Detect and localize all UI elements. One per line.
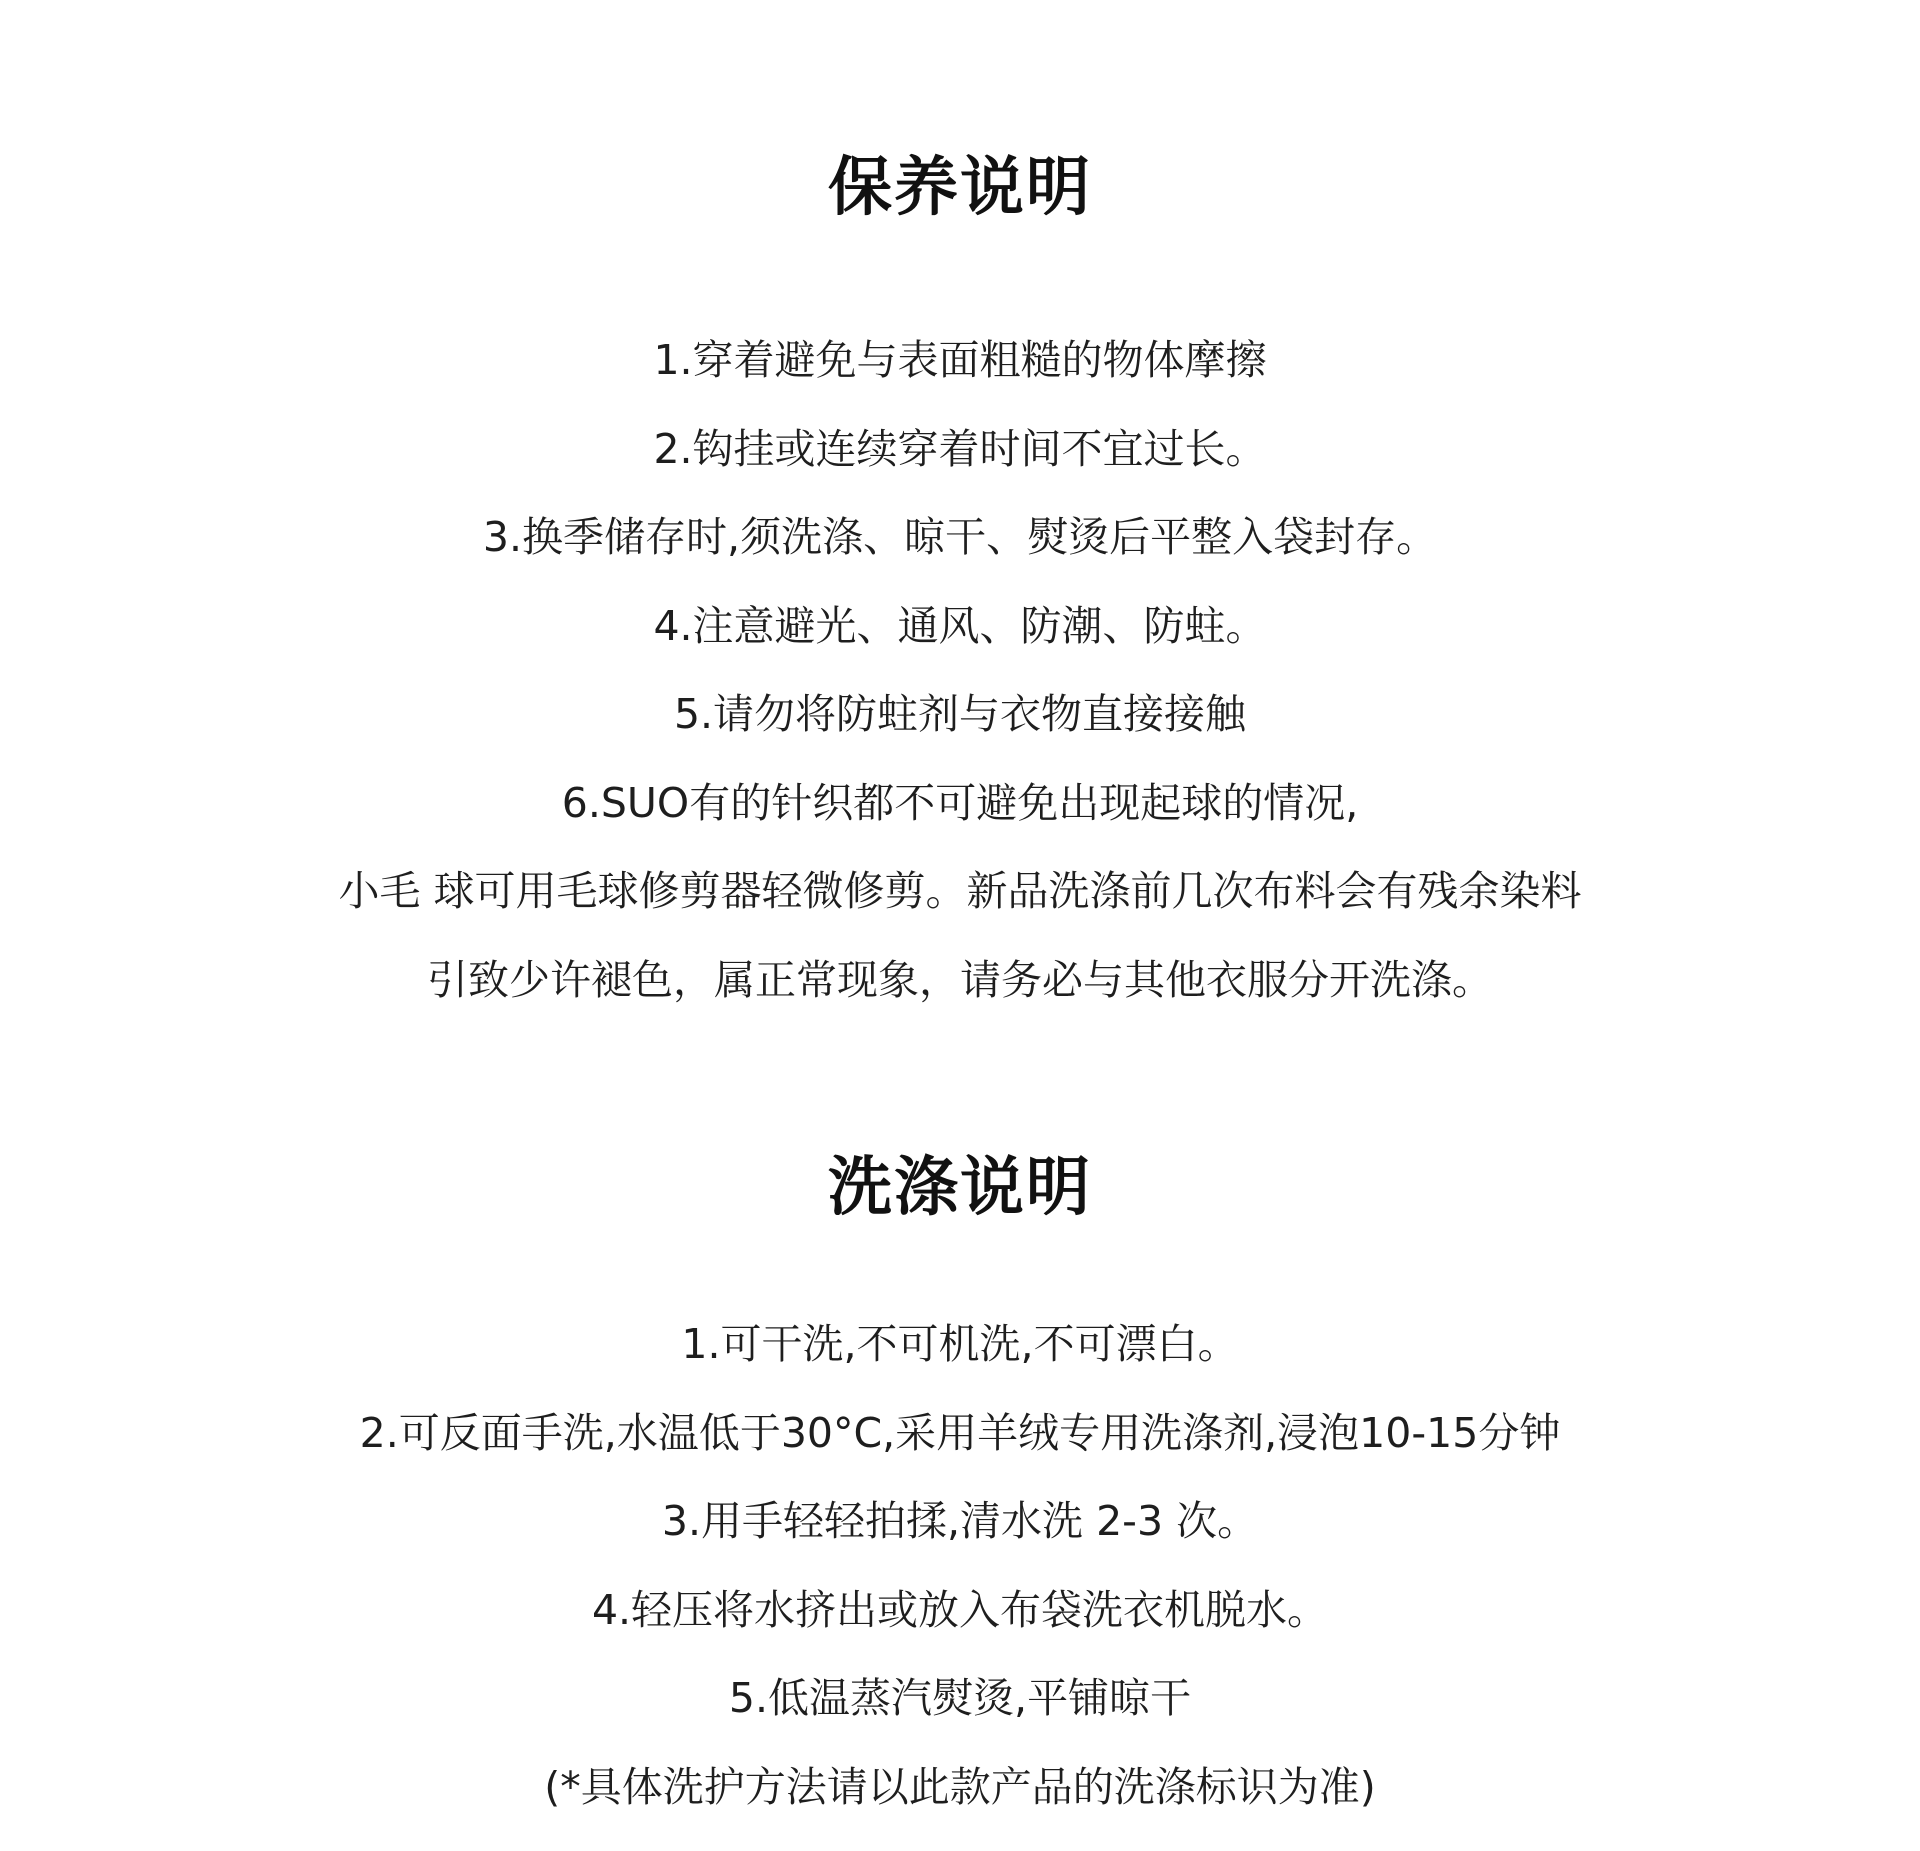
wash-note: (*具体洗护方法请以此款产品的洗涤标识为准) — [544, 1762, 1376, 1811]
care-item-5: 5.请勿将防蛀剂与衣物直接接触 — [673, 690, 1247, 738]
washing-instructions-title: 洗涤说明 — [828, 1151, 1092, 1225]
care-item-2: 2.钩挂或连续穿着时间不宜过长。 — [653, 424, 1267, 473]
care-instructions-list — [0, 316, 1920, 1024]
wash-item-5: 5.低温蒸汽熨烫,平铺晾干 — [728, 1674, 1192, 1722]
wash-item-4: 4.轻压将水挤出或放入布袋洗衣机脱水。 — [591, 1585, 1329, 1634]
care-instructions-section — [0, 140, 1920, 1004]
care-item-3: 3.换季储存时,须洗涤、晾干、熨烫后平整入袋封存。 — [482, 513, 1438, 561]
care-item-1: 1.穿着避免与表面粗糙的物体摩擦 — [653, 336, 1267, 384]
wash-item-1: 1.可干洗,不可机洗,不可漂白。 — [681, 1320, 1239, 1368]
care-item-6-continued-2: 引致少许褪色，属正常现象，请务必与其他衣服分开洗涤。 — [427, 955, 1493, 1004]
care-item-4: 4.注意避光、通风、防潮、防蛀。 — [653, 601, 1267, 650]
care-instructions-title: 保养说明 — [828, 151, 1092, 225]
washing-instructions-section — [0, 1140, 1920, 1811]
wash-item-2: 2.可反面手洗,水温低于30°C,采用羊绒专用洗涤剂,浸泡10-15分钟 — [359, 1408, 1561, 1457]
washing-instructions-list — [0, 1300, 1920, 1831]
wash-item-3: 3.用手轻轻拍揉,清水洗 2-3 次。 — [661, 1497, 1259, 1545]
care-item-6: 6.SUO有的针织都不可避免出现起球的情况, — [561, 778, 1359, 827]
care-item-6-continued: 小毛 球可用毛球修剪器轻微修剪。新品洗涤前几次布料会有残余染料 — [338, 867, 1582, 915]
